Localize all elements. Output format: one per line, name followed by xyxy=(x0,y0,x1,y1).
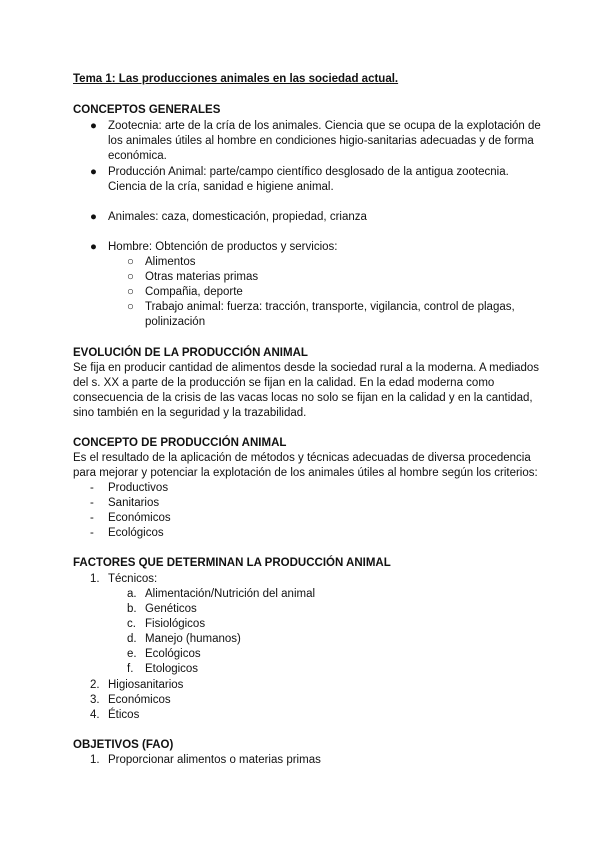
list-letter: b. xyxy=(127,603,137,615)
criterio-item: Sanitarios xyxy=(108,497,160,509)
paragraph-line: sino también en la seguridad y la trazabilidad. xyxy=(73,407,307,419)
dash-bullet-icon: - xyxy=(90,512,94,524)
list-number: 3. xyxy=(90,694,100,706)
sub-list-item: polinización xyxy=(145,316,206,328)
paragraph-line: para mejorar y potenciar la explotación de los animales útiles al hombre según los criterios: xyxy=(73,467,538,479)
document-title: Tema 1: Las producciones animales en las sociedad actual. xyxy=(73,73,399,85)
list-number: 1. xyxy=(90,754,100,766)
sub-list-item: Trabajo animal: fuerza: tracción, transporte, vigilancia, control de plagas, xyxy=(145,301,515,313)
tecnico-item: Alimentación/Nutrición del animal xyxy=(145,588,316,600)
criterio-item: Ecológicos xyxy=(108,527,164,539)
dash-bullet-icon: - xyxy=(90,527,94,539)
sub-list-item: Compañia, deporte xyxy=(145,286,243,298)
circle-bullet-icon: ○ xyxy=(127,301,134,313)
list-number: 2. xyxy=(90,679,100,691)
paragraph-line: consecuencia de la crisis de las vacas locas no solo se fijan en la calidad y en la cantidad, xyxy=(73,392,533,404)
paragraph-line: Se fija en producir cantidad de alimentos desde la sociedad rural a la moderna. A mediados xyxy=(73,362,540,374)
list-item-line: Animales: caza, domesticación, propiedad, crianza xyxy=(108,211,367,223)
list-letter: a. xyxy=(127,588,137,600)
section-heading-objetivos: OBJETIVOS (FAO) xyxy=(73,739,174,751)
list-item-line: Hombre: Obtención de productos y servicios: xyxy=(108,241,338,253)
list-item-line: Producción Animal: parte/campo científico desglosado de la antigua zootecnia. xyxy=(108,166,509,178)
factor-item: Higiosanitarios xyxy=(108,679,184,691)
factor-item: Económicos xyxy=(108,694,171,706)
section-heading-conceptos: CONCEPTOS GENERALES xyxy=(73,104,221,116)
tecnico-item: Etologicos xyxy=(145,663,199,675)
factor-item: Técnicos: xyxy=(108,573,158,585)
sub-list-item: Alimentos xyxy=(145,256,196,268)
criterio-item: Económicos xyxy=(108,512,171,524)
list-number: 4. xyxy=(90,709,100,721)
paragraph-line: del s. XX a parte de la producción se fijan en la calidad. En la edad moderna como xyxy=(73,377,495,389)
list-item-line: económica. xyxy=(108,150,167,162)
circle-bullet-icon: ○ xyxy=(127,256,134,268)
objetivo-item: Proporcionar alimentos o materias primas xyxy=(108,754,321,766)
bullet-icon: ● xyxy=(90,166,97,178)
section-heading-evolucion: EVOLUCIÓN DE LA PRODUCCIÓN ANIMAL xyxy=(73,347,308,359)
circle-bullet-icon: ○ xyxy=(127,286,134,298)
list-number: 1. xyxy=(90,573,100,585)
list-item-line: los animales útiles al hombre en condiciones higio-sanitarias adecuadas y de forma xyxy=(108,135,534,147)
tecnico-item: Ecológicos xyxy=(145,648,201,660)
sub-list-item: Otras materias primas xyxy=(145,271,259,283)
circle-bullet-icon: ○ xyxy=(127,271,134,283)
factor-item: Éticos xyxy=(108,709,140,721)
list-item-line: Ciencia de la cría, sanidad e higiene animal. xyxy=(108,181,334,193)
tecnico-item: Fisiológicos xyxy=(145,618,206,630)
dash-bullet-icon: - xyxy=(90,497,94,509)
tecnico-item: Genéticos xyxy=(145,603,197,615)
list-letter: c. xyxy=(127,618,136,630)
list-letter: f. xyxy=(127,663,134,675)
section-heading-concepto: CONCEPTO DE PRODUCCIÓN ANIMAL xyxy=(73,437,287,449)
list-letter: d. xyxy=(127,633,137,645)
dash-bullet-icon: - xyxy=(90,482,94,494)
list-item-line: Zootecnia: arte de la cría de los animales. Ciencia que se ocupa de la explotación de xyxy=(108,120,541,132)
bullet-icon: ● xyxy=(90,211,97,223)
bullet-icon: ● xyxy=(90,120,97,132)
list-letter: e. xyxy=(127,648,137,660)
criterio-item: Productivos xyxy=(108,482,169,494)
paragraph-line: Es el resultado de la aplicación de métodos y técnicas adecuadas de diversa procedencia xyxy=(73,452,531,464)
bullet-icon: ● xyxy=(90,241,97,253)
section-heading-factores: FACTORES QUE DETERMINAN LA PRODUCCIÓN ANIMAL xyxy=(73,557,391,569)
tecnico-item: Manejo (humanos) xyxy=(145,633,241,645)
